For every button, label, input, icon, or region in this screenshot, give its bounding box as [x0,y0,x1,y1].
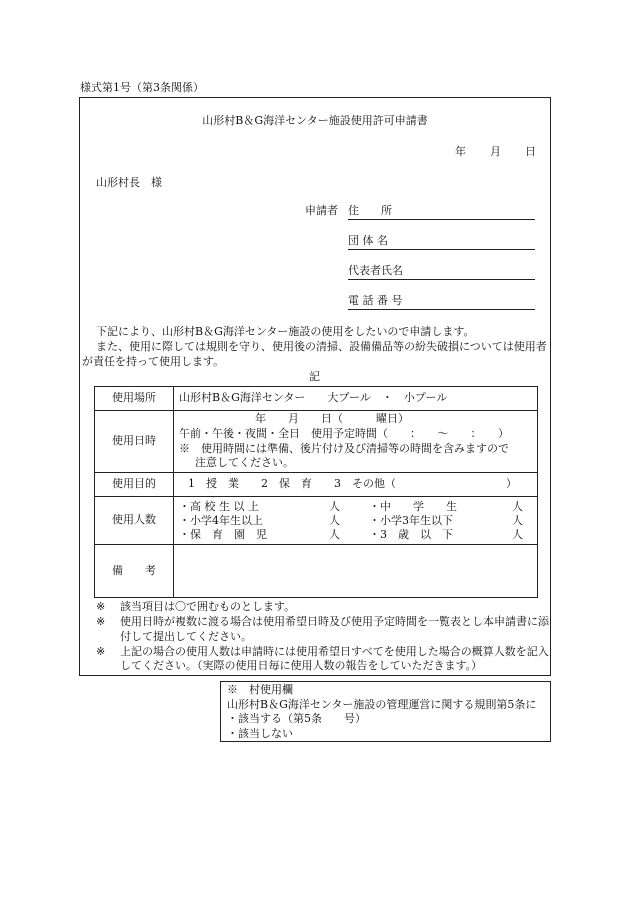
applicant-representative-field[interactable] [348,264,535,280]
people-row [179,528,532,542]
date-year-label: 年 [455,145,466,158]
people-row-1-left-unit: 人 [329,499,340,513]
people-row-1-right-unit: 人 [512,499,523,513]
village-box-line-1: 山形村B＆G海洋センター施設の管理運営に関する規則第5条に [227,697,537,711]
applicant-label: 申請者 [305,204,338,217]
datetime-label: 使用日時 [95,411,174,473]
people-row-2-right-unit: 人 [512,513,523,527]
people-row [179,500,532,514]
datetime-date-line: 年 月 日（ 曜日） [255,411,409,425]
notes-list [96,600,551,674]
purpose-value[interactable]: 1 授 業 2 保 育 3 その他（ ） [174,473,538,497]
table-row-people [95,497,538,545]
note-3-text: 上記の場合の使用人数は申請時には使用希望日すべてを使用した場合の概算人数を記入してください。（実際の使用日毎に使用人数の報告をしていただきます。） [120,644,549,673]
note-2-mark: ※ [96,614,106,628]
people-row-3-right-unit: 人 [512,527,523,541]
note-item [96,645,551,675]
usage-rules-paragraph: また、使用に際しては規則を守り、使用後の清掃、設備備品等の紛失破損については使用者が責任を持って使用します。 [82,340,547,368]
form-title: 山形村B＆G海洋センター施設使用許可申請書 [202,114,428,127]
usage-details-table [94,386,538,598]
table-row-datetime [95,411,538,473]
remarks-label: 備 考 [95,545,174,598]
datetime-note-line: ※ 使用時間には準備、後片付け及び清掃等の時間を含みますので [179,441,509,455]
table-row-remarks [95,545,538,598]
note-1-mark: ※ [96,600,106,613]
people-cell[interactable] [174,497,538,545]
datetime-time-line: 午前・午後・夜間・全日 使用予定時間（ ： 〜 ： ） [179,426,509,440]
applicant-phone-label: 電 話 番 号 [348,294,403,307]
people-row [179,514,532,528]
people-row-2-left: ・小学4年生以上 [179,513,263,527]
applicant-address-field[interactable] [348,204,535,220]
place-value[interactable]: 山形村B＆G海洋センター 大プール ・ 小プール [174,387,538,411]
applicant-group-name-label: 団 体 名 [348,234,388,247]
table-row-purpose [95,473,538,497]
applicant-representative-label: 代表者氏名 [348,264,403,277]
note-item [96,600,551,615]
form-number-label: 様式第1号（第3条関係） [80,81,204,94]
village-box-header: ※ 村使用欄 [227,683,293,696]
remarks-field[interactable] [174,545,538,598]
people-label: 使用人数 [95,497,174,545]
purpose-label: 使用目的 [95,473,174,497]
people-row-3-right: ・3 歳 以 下 [369,527,453,541]
village-box-option-applicable[interactable]: ・該当する（第5条 号） [227,712,366,725]
applicant-group-name-field[interactable] [348,234,535,250]
request-paragraph: 下記により、山形村B＆G海洋センター施設の使用をしたいので申請します。 [96,325,475,338]
people-row-3-left-unit: 人 [329,527,340,541]
people-row-2-left-unit: 人 [329,513,340,527]
people-row-3-left: ・保 育 園 児 [179,527,267,541]
village-use-box [220,681,551,742]
date-month-label: 月 [490,145,501,158]
note-1-text: 該当項目は〇で囲むものとします。 [120,600,296,613]
village-box-option-not-applicable[interactable]: ・該当しない [227,726,293,740]
note-2-text: 使用日時が複数に渡る場合は使用希望日時及び使用予定時間を一覧表とし本申請書に添付して提出してください。 [120,614,549,643]
addressee: 山形村長 様 [96,176,162,189]
table-row-place [95,387,538,411]
applicant-address-label: 住 所 [348,204,392,217]
note-item [96,615,551,645]
datetime-note-line-2: 注意してください。 [195,456,294,470]
people-row-2-right: ・小学3年生以下 [369,513,453,527]
applicant-phone-field[interactable] [348,294,535,310]
datetime-cell[interactable] [174,411,538,473]
people-row-1-left: ・高 校 生 以 上 [179,499,259,513]
people-row-1-right: ・中 学 生 [369,499,457,513]
note-3-mark: ※ [96,644,106,658]
date-day-label: 日 [525,145,536,158]
ki-heading: 記 [309,370,320,383]
place-label: 使用場所 [95,387,174,411]
